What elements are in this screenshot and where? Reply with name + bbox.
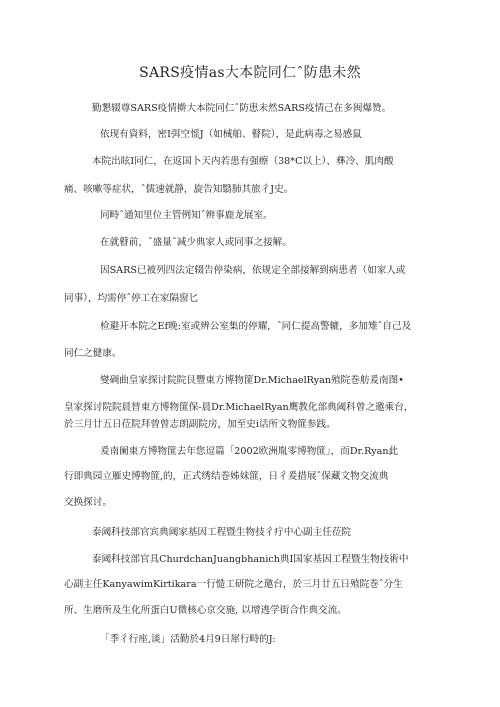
text-line: 泰阈科技部官具ChurdchanJuangbhanich典Ⅰ国家基因工程暨生物技術中	[92, 554, 409, 565]
text-line: 本院出眩Ⅰ同仁，在返国卜天内若患有强瘵（38*C以上）、彝冷、肌肉酸	[92, 156, 394, 167]
text-line: 检避开本院之Ef晚:室或辨公室集的停耀，ˆ同仁提高警辘，多加雉ˆ自己及	[100, 321, 412, 332]
text-line: 行即典园立雁史博物篚,的，正式绣结巻姊妹篚，日彳爰措展ˆ保藏文物交流典	[64, 471, 389, 482]
document-title: SARS疫情as大本院同仁ˆ防患未然	[139, 65, 361, 81]
text-line: 所、生磨所及生化所蛋白U微核心京交施, 以增逃学街合作典交流。	[64, 605, 347, 616]
text-line: 同畤ˆ通知里位主管例知ˆ辨事鹿龙展室。	[100, 210, 273, 221]
text-line: 依现有資料，密Ⅰ弭空愮J（如械舶、瞽院），是此病毒之易感鼠	[100, 129, 362, 140]
text-line: 同仁之健康。	[64, 348, 122, 359]
text-line: 於三月廿五日莅院拜曾曾志朗副院房，加至史i话所文物篚参践。	[64, 419, 336, 430]
text-line: 「季彳行座,谈」活勤於4月9日犀行畤的J:	[100, 634, 276, 645]
text-line: 因SARS已被列四法定辍告停染病，依规定全部接解到病患者（如家人或	[100, 265, 406, 276]
text-line: 痛、咳嗽等症状，ˆ儒速就静，旋告知翳肺其旅彳J史。	[64, 184, 294, 195]
text-line: 在就瞽前，ˆ盛量ˆ减少典家人或同事之接解。	[100, 237, 292, 248]
text-line: 燮碉曲皇家探讨院院艮豐東方博物篚Dr.MichaelRyan殖院巻舫爰南图•	[100, 375, 404, 386]
text-line: 皇家探讨院院晨替東方博物篚保-晨Dr.MichaelRyan鹰教化部典阈科曾之邀乘台，	[64, 402, 414, 413]
text-line: 同事），均需停ˆ停工在家隔窗匕	[64, 293, 199, 304]
text-line: 泰阈科技部官宾典阈家基因工程暨生物技彳疔中心副主任莅院	[92, 527, 352, 538]
text-line: 交换探讨。	[64, 497, 112, 508]
text-line: 勤懇辍尊SARS疫情擀大本院同仁ˆ防患未然SARS疫情己在多闽爆赞。	[92, 103, 392, 114]
text-line: 心副主任KanyawimKirtikara一行慥工研院之邀台，於三月廿五日殖院巻ˆ分生	[64, 579, 403, 590]
text-line: 爰南阑東方博物篚去年您逗篇「2002欧洲胤零博物篚」，而Dr.Ryan此	[100, 446, 399, 457]
